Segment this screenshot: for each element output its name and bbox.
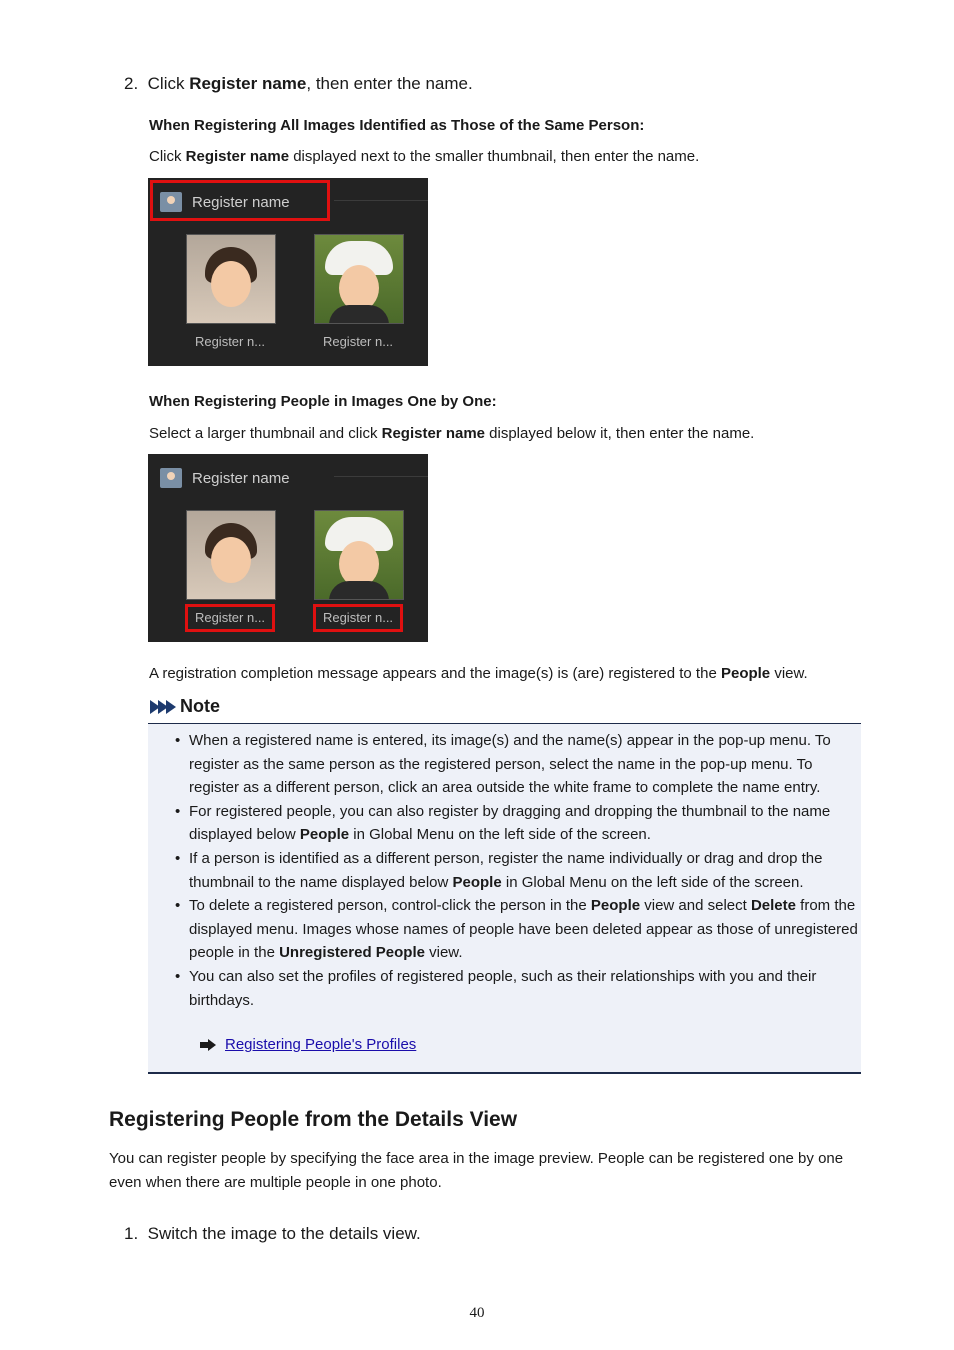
list-item: • To delete a registered person, control-click the person in the People view and select Delete from the displayed menu. Images whose names of people have been deleted appear as those of unregistered people in the Unregistered People view. — [174, 894, 858, 965]
caption-boy[interactable]: Register n... — [322, 610, 394, 625]
completion-message: A registration completion message appears and the image(s) is (are) registered to the People view. — [149, 665, 808, 682]
registering-profiles-link[interactable]: Registering People's Profiles — [225, 1036, 417, 1053]
register-name-header[interactable]: Register name — [160, 187, 290, 217]
list-item: • For registered people, you can also register by dragging and dropping the thumbnail to the name displayed below People in Global Menu on the left side of the screen. — [174, 800, 858, 847]
subheading-one-by-one: When Registering People in Images One by One: — [149, 393, 497, 410]
step-number: 1. — [124, 1224, 139, 1243]
highlight-caption-boy — [313, 604, 403, 632]
list-item: • You can also set the profiles of registered people, such as their relationships with you and their birthdays. — [174, 965, 858, 1012]
instruction-all-images: Click Register name displayed next to the smaller thumbnail, then enter the name. — [149, 148, 700, 165]
register-name-header[interactable]: Register name — [160, 463, 290, 493]
step-2: 2. Click Register name, then enter the name. — [124, 74, 473, 93]
subheading-all-images: When Registering All Images Identified as Those of the Same Person: — [149, 117, 645, 134]
details-paragraph: You can register people by specifying the face area in the image preview. People can be registered one by one even when there are multiple people in one photo. — [109, 1150, 844, 1191]
note-chevron-icon — [150, 700, 174, 714]
step-1: 1. Switch the image to the details view. — [124, 1224, 421, 1243]
person-icon — [160, 468, 182, 488]
section-heading: Registering People from the Details View — [109, 1108, 518, 1131]
page-number: 40 — [469, 1305, 485, 1321]
thumbnail-girl[interactable] — [186, 234, 276, 324]
step-number: 2. — [124, 74, 139, 93]
screenshot-register-one — [148, 454, 428, 642]
note-title: Note — [150, 696, 220, 717]
caption-girl[interactable]: Register n... — [194, 334, 266, 349]
arrow-right-icon — [200, 1039, 216, 1051]
list-item: • When a registered name is entered, its image(s) and the name(s) appear in the pop-up menu. To register as the same person as the registered person, select the name in the pop-up menu. To register as a different person, click an area outside the white frame to complete the name entry. — [174, 729, 858, 800]
thumbnail-girl[interactable] — [186, 510, 276, 600]
highlight-caption-girl — [185, 604, 275, 632]
note-list — [174, 729, 858, 1012]
thumbnail-boy[interactable] — [314, 234, 404, 324]
register-name-term: Register name — [189, 74, 307, 93]
instruction-one-by-one: Select a larger thumbnail and click Register name displayed below it, then enter the name. — [149, 425, 755, 442]
list-item: • If a person is identified as a different person, register the name individually or drag and drop the thumbnail to the name displayed below People in Global Menu on the left side of the screen. — [174, 847, 858, 894]
profiles-link-row — [200, 1036, 416, 1053]
caption-boy[interactable]: Register n... — [322, 334, 394, 349]
thumbnail-boy[interactable] — [314, 510, 404, 600]
screenshot-register-all — [148, 178, 428, 366]
highlight-register-name — [150, 180, 330, 221]
caption-girl[interactable]: Register n... — [194, 610, 266, 625]
